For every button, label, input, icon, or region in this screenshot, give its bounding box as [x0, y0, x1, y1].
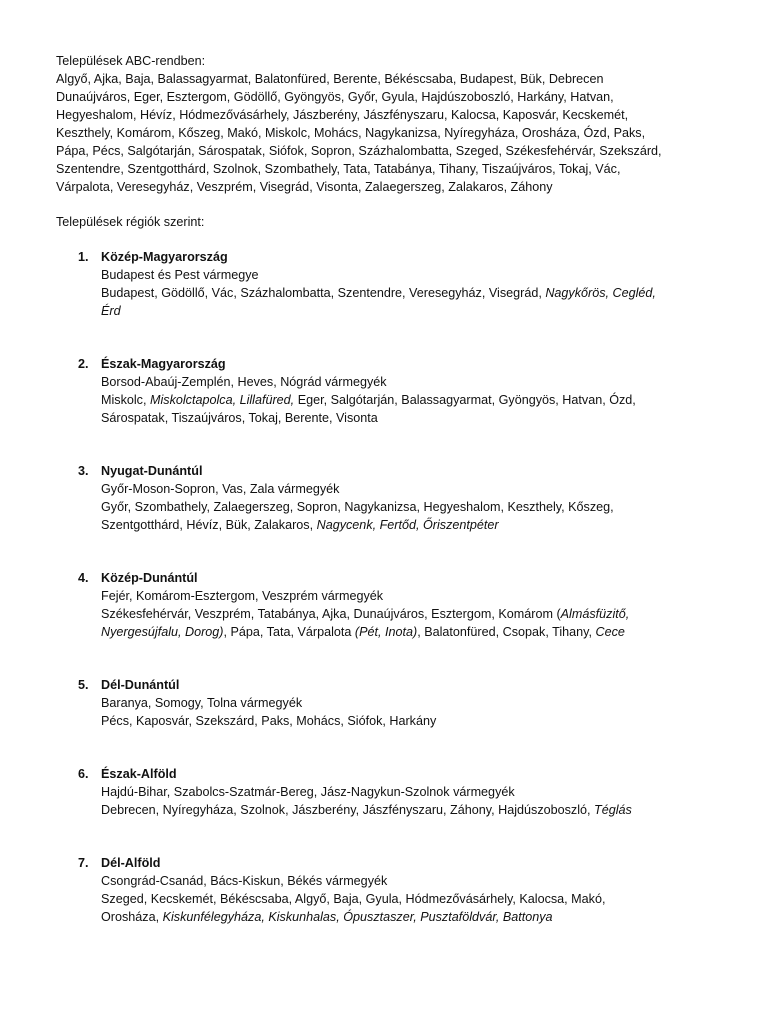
region-name: Nyugat-Dunántúl: [101, 464, 203, 478]
abc-line: Hegyeshalom, Hévíz, Hódmezővásárhely, Jászberény, Jászfényszaru, Kalocsa, Kaposvár, Kecskemét,: [56, 108, 629, 122]
region-settlements: [101, 605, 736, 623]
region-settlements: [101, 801, 736, 819]
settlements-italic-text: Téglás: [594, 803, 632, 817]
settlements-italic-text: Cece: [595, 625, 625, 639]
regions-heading: Települések régiók szerint:: [56, 215, 205, 229]
region-item: [56, 569, 736, 641]
region-number: 2.: [78, 357, 89, 371]
abc-line: Szentendre, Szentgotthárd, Szolnok, Szombathely, Tata, Tatabánya, Tihany, Tiszaújváros, Tokaj, Vác,: [56, 162, 621, 176]
settlements-italic-text: Almásfüzitő,: [560, 607, 630, 621]
settlements-italic-text: Nyergesújfalu, Dorog): [101, 625, 224, 639]
settlements-italic-text: (Pét, Inota): [354, 625, 418, 639]
region-item: [56, 854, 736, 926]
settlements-text: Budapest, Gödöllő, Vác, Százhalombatta, Szentendre, Veresegyház, Visegrád,: [101, 286, 542, 300]
region-settlements: Pécs, Kaposvár, Szekszárd, Paks, Mohács, Siófok, Harkány: [101, 714, 437, 728]
abc-line: Dunaújváros, Eger, Esztergom, Gödöllő, Gyöngyös, Győr, Gyula, Hajdúszoboszló, Harkány, Hatvan,: [56, 90, 614, 104]
abc-heading: Települések ABC-rendben:: [56, 54, 206, 68]
region-name: Észak-Alföld: [101, 767, 177, 781]
region-counties: Győr-Moson-Sopron, Vas, Zala vármegyék: [101, 482, 340, 496]
region-number: 4.: [78, 571, 89, 585]
abc-line: Keszthely, Komárom, Kőszeg, Makó, Miskolc, Mohács, Nagykanizsa, Nyíregyháza, Orosháza, Ózd, Paks,: [56, 126, 646, 140]
region-settlements: [101, 302, 736, 320]
region-item: [56, 676, 736, 730]
region-number: 7.: [78, 856, 89, 870]
region-number: 3.: [78, 464, 89, 478]
region-settlements: [101, 391, 736, 409]
region-item: [56, 355, 736, 427]
region-number: 1.: [78, 250, 89, 264]
abc-line: Algyő, Ajka, Baja, Balassagyarmat, Balatonfüred, Berente, Békéscsaba, Budapest, Bük, Debrecen: [56, 72, 604, 86]
region-item: [56, 462, 736, 534]
region-counties: Fejér, Komárom-Esztergom, Veszprém vármegyék: [101, 589, 384, 603]
abc-settlement-list: [56, 70, 736, 196]
document-page: [56, 52, 736, 926]
region-settlements: [101, 908, 736, 926]
settlements-text: Szentgotthárd, Hévíz, Bük, Zalakaros,: [101, 518, 314, 532]
abc-line: Pápa, Pécs, Salgótarján, Sárospatak, Siófok, Sopron, Százhalombatta, Szeged, Székesfehérvár, Szekszárd,: [56, 144, 662, 158]
settlements-italic-text: Érd: [101, 304, 121, 318]
settlements-italic-text: Nagykőrös, Cegléd,: [545, 286, 656, 300]
region-counties: Csongrád-Csanád, Bács-Kiskun, Békés vármegyék: [101, 874, 388, 888]
region-name: Dél-Alföld: [101, 856, 161, 870]
region-settlements: Szeged, Kecskemét, Békéscsaba, Algyő, Baja, Gyula, Hódmezővásárhely, Kalocsa, Makó,: [101, 892, 606, 906]
region-number: 6.: [78, 767, 89, 781]
settlements-text: , Balatonfüred, Csopak, Tihany,: [417, 625, 592, 639]
settlements-text: Debrecen, Nyíregyháza, Szolnok, Jászberény, Jászfényszaru, Záhony, Hajdúszoboszló,: [101, 803, 591, 817]
region-settlements: Sárospatak, Tiszaújváros, Tokaj, Berente, Visonta: [101, 411, 378, 425]
settlements-italic-text: Nagycenk, Fertőd, Őriszentpéter: [316, 518, 499, 532]
settlements-text: Orosháza,: [101, 910, 160, 924]
settlements-text: Eger, Salgótarján, Balassagyarmat, Gyöngyös, Hatvan, Ózd,: [297, 393, 636, 407]
region-number: 5.: [78, 678, 89, 692]
region-counties: Budapest és Pest vármegye: [101, 268, 259, 282]
settlements-italic-text: Miskolctapolca, Lillafüred,: [149, 393, 295, 407]
region-name: Közép-Dunántúl: [101, 571, 198, 585]
region-name: Észak-Magyarország: [101, 357, 226, 371]
settlements-text: Székesfehérvár, Veszprém, Tatabánya, Ajka, Dunaújváros, Esztergom, Komárom (: [101, 607, 561, 621]
settlements-text: , Pápa, Tata, Várpalota: [223, 625, 352, 639]
region-item: [56, 248, 736, 320]
region-counties: Baranya, Somogy, Tolna vármegyék: [101, 696, 303, 710]
region-counties: Borsod-Abaúj-Zemplén, Heves, Nógrád vármegyék: [101, 375, 387, 389]
region-name: Dél-Dunántúl: [101, 678, 180, 692]
region-settlements: [101, 516, 736, 534]
region-name: Közép-Magyarország: [101, 250, 228, 264]
region-item: [56, 765, 736, 819]
abc-line: Várpalota, Veresegyház, Veszprém, Visegrád, Visonta, Zalaegerszeg, Zalakaros, Záhony: [56, 180, 553, 194]
region-counties: Hajdú-Bihar, Szabolcs-Szatmár-Bereg, Jász-Nagykun-Szolnok vármegyék: [101, 785, 515, 799]
region-settlements: Győr, Szombathely, Zalaegerszeg, Sopron, Nagykanizsa, Hegyeshalom, Keszthely, Kőszeg,: [101, 500, 614, 514]
region-list: [56, 248, 736, 926]
region-settlements: [101, 623, 736, 641]
settlements-italic-text: Kiskunfélegyháza, Kiskunhalas, Ópusztaszer, Pusztaföldvár, Battonya: [162, 910, 553, 924]
settlements-text: Miskolc,: [101, 393, 147, 407]
region-settlements: [101, 284, 736, 302]
